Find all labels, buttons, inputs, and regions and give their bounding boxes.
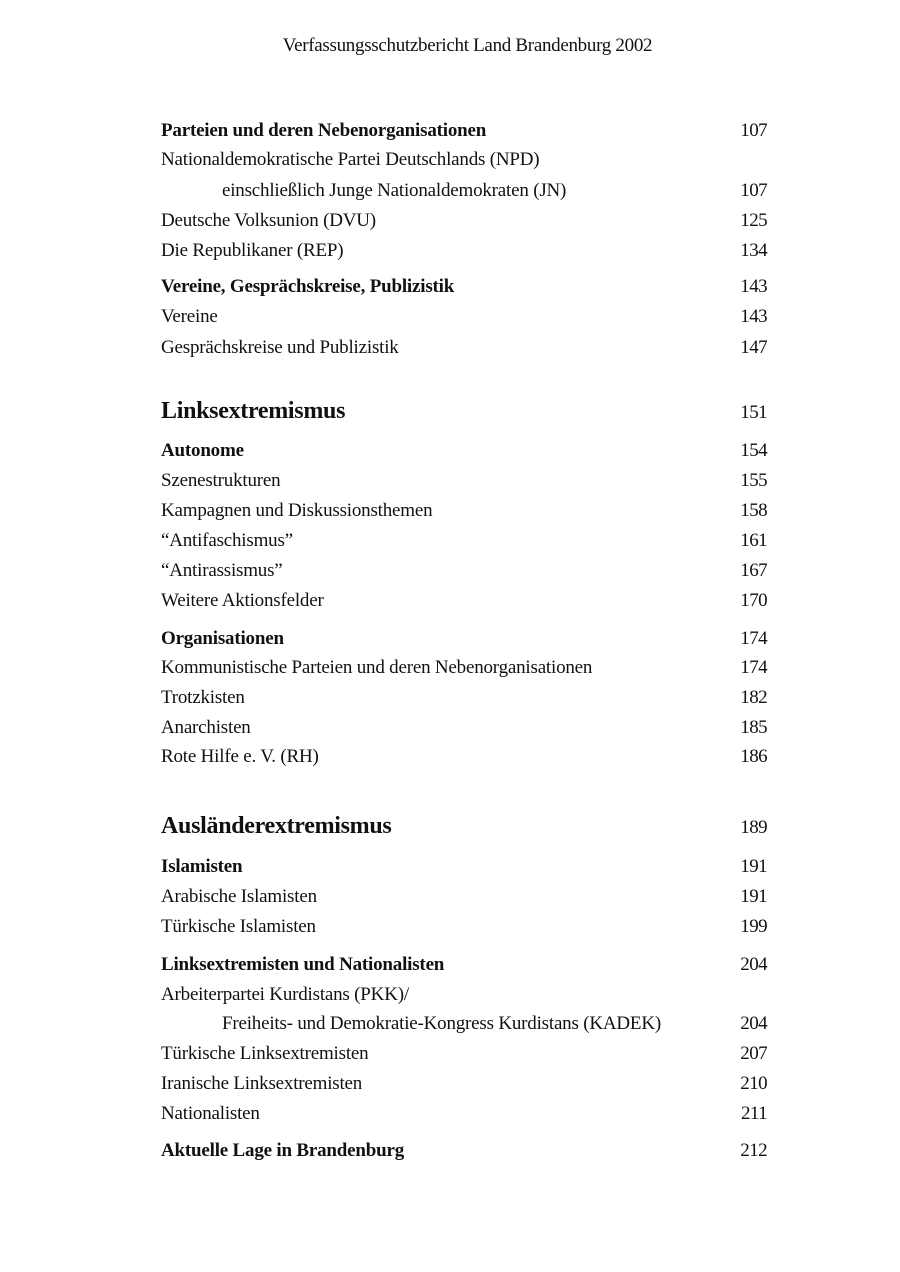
toc-page-number: 191 xyxy=(740,856,767,877)
toc-page-number: 155 xyxy=(740,470,767,491)
toc-entry-title: Nationalisten xyxy=(161,1103,260,1124)
toc-entry xyxy=(161,657,767,679)
toc-entry-title: Arbeiterpartei Kurdistans (PKK)/ xyxy=(161,984,409,1005)
toc-page-number: 147 xyxy=(740,337,767,358)
toc-chapter-entry xyxy=(161,813,767,840)
toc-page-number: 134 xyxy=(740,240,767,261)
toc-page-number: 199 xyxy=(740,916,767,937)
toc-entry xyxy=(161,470,767,492)
toc-page-number: 158 xyxy=(740,500,767,521)
toc-entry-title: Islamisten xyxy=(161,856,243,877)
toc-page-number: 151 xyxy=(740,402,767,423)
toc-entry xyxy=(161,1073,767,1095)
toc-entry xyxy=(161,886,767,908)
toc-entry-title: Kampagnen und Diskussionsthemen xyxy=(161,500,433,521)
toc-entry-title: Gesprächskreise und Publizistik xyxy=(161,337,399,358)
toc-entry xyxy=(161,717,767,739)
toc-entry-title: Freiheits- und Demokratie-Kongress Kurdistans (KADEK) xyxy=(222,1013,661,1034)
toc-section-entry xyxy=(161,120,767,142)
toc-page-number: 107 xyxy=(740,120,767,141)
toc-entry-title: einschließlich Junge Nationaldemokraten (JN) xyxy=(222,180,567,201)
toc-page-number: 204 xyxy=(740,954,767,975)
toc-page-number: 125 xyxy=(740,210,767,231)
toc-entry xyxy=(161,500,767,522)
toc-page-number: 186 xyxy=(740,746,767,767)
toc-entry-title: Linksextremismus xyxy=(161,398,346,424)
toc-entry-title: Organisationen xyxy=(161,628,284,649)
toc-entry-title: Deutsche Volksunion (DVU) xyxy=(161,210,376,231)
toc-page-number: 154 xyxy=(740,440,767,461)
toc-entry xyxy=(161,560,767,582)
running-header: Verfassungsschutzbericht Land Brandenburg 2002 xyxy=(282,35,653,56)
toc-entry xyxy=(161,984,767,1006)
toc-entry-title: Nationaldemokratische Partei Deutschlands (NPD) xyxy=(161,149,540,170)
toc-page-number: 210 xyxy=(740,1073,767,1094)
toc-page-number: 174 xyxy=(740,628,767,649)
toc-entry-title: Vereine xyxy=(161,306,218,327)
toc-entry-title: Parteien und deren Nebenorganisationen xyxy=(161,120,487,141)
toc-section-entry xyxy=(161,628,767,650)
toc-page-number: 204 xyxy=(740,1013,767,1034)
toc-entry-title: Rote Hilfe e. V. (RH) xyxy=(161,746,319,767)
toc-entry xyxy=(161,306,767,328)
toc-page-number: 170 xyxy=(740,590,767,611)
toc-entry xyxy=(161,1013,767,1035)
toc-entry-title: Linksextremisten und Nationalisten xyxy=(161,954,445,975)
toc-entry-title: Weitere Aktionsfelder xyxy=(161,590,324,611)
toc-entry-title: Iranische Linksextremisten xyxy=(161,1073,363,1094)
toc-entry xyxy=(161,1103,767,1125)
toc-entry xyxy=(161,687,767,709)
toc-entry-title: Trotzkisten xyxy=(161,687,245,708)
toc-page-number: 207 xyxy=(740,1043,767,1064)
toc-entry-title: Türkische Linksextremisten xyxy=(161,1043,369,1064)
toc-page-number: 161 xyxy=(740,530,767,551)
toc-page-number: 182 xyxy=(740,687,767,708)
toc-entry xyxy=(161,180,767,202)
toc-entry xyxy=(161,337,767,359)
toc-entry-title: Türkische Islamisten xyxy=(161,916,316,937)
toc-page-number: 211 xyxy=(741,1103,767,1124)
toc-entry-title: Arabische Islamisten xyxy=(161,886,317,907)
toc-page-number: 212 xyxy=(740,1140,767,1161)
toc-entry-title: Szenestrukturen xyxy=(161,470,281,491)
toc-entry xyxy=(161,240,767,262)
toc-page-number: 143 xyxy=(740,276,767,297)
toc-entry-title: Anarchisten xyxy=(161,717,251,738)
toc-entry xyxy=(161,210,767,232)
toc-entry-title: “Antirassismus” xyxy=(161,560,283,581)
toc-entry-title: Die Republikaner (REP) xyxy=(161,240,344,261)
toc-page-number: 167 xyxy=(740,560,767,581)
toc-page-number: 191 xyxy=(740,886,767,907)
toc-entry xyxy=(161,916,767,938)
toc-entry-title: Kommunistische Parteien und deren Nebenorganisationen xyxy=(161,657,593,678)
toc-section-entry xyxy=(161,1140,767,1162)
toc-section-entry xyxy=(161,276,767,298)
toc-entry xyxy=(161,1043,767,1065)
toc-page-number: 189 xyxy=(740,817,767,838)
toc-page-number: 107 xyxy=(740,180,767,201)
toc-section-entry xyxy=(161,856,767,878)
toc-entry xyxy=(161,149,767,171)
toc-entry-title: “Antifaschismus” xyxy=(161,530,293,551)
toc-entry xyxy=(161,530,767,552)
toc-page-number: 174 xyxy=(740,657,767,678)
toc-entry-title: Aktuelle Lage in Brandenburg xyxy=(161,1140,405,1161)
toc-page-number: 185 xyxy=(740,717,767,738)
toc-entry xyxy=(161,746,767,768)
toc-section-entry xyxy=(161,954,767,976)
toc-chapter-entry xyxy=(161,398,767,425)
toc-entry-title: Vereine, Gesprächskreise, Publizistik xyxy=(161,276,455,297)
toc-entry xyxy=(161,590,767,612)
toc-section-entry xyxy=(161,440,767,462)
toc-entry-title: Autonome xyxy=(161,440,244,461)
toc-entry-title: Ausländerextremismus xyxy=(161,813,392,839)
toc-page-number: 143 xyxy=(740,306,767,327)
